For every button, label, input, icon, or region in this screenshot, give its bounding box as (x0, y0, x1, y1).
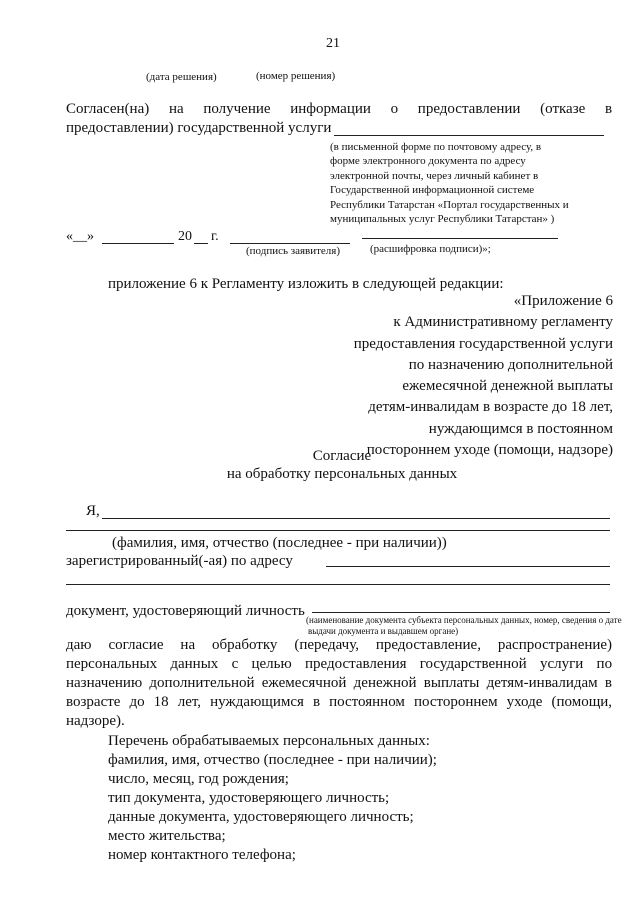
fio-line-2 (66, 530, 610, 531)
registered-label: зарегистрированный(-ая) по адресу (66, 553, 293, 569)
signature-line (230, 243, 350, 244)
decision-date-label: (дата решения) (146, 71, 217, 83)
list-item: данные документа, удостоверяющего личность; (108, 809, 414, 825)
i-label: Я, (86, 503, 100, 519)
year-line (194, 243, 208, 244)
year-prefix: 20 (178, 229, 192, 244)
service-form-line (334, 135, 604, 136)
consent-body-line2: персональных данных с целью предоставления государственной услуги по (66, 656, 613, 672)
data-list (108, 732, 437, 865)
fio-label: (фамилия, имя, отчество (последнее - при наличии)) (112, 535, 447, 551)
list-item: фамилия, имя, отчество (последнее - при наличии); (108, 752, 437, 768)
list-item: номер контактного телефона; (108, 847, 296, 863)
consent-receipt-line2: предоставлении) государственной услуги (66, 120, 332, 136)
year-suffix: г. (211, 229, 219, 244)
decoding-label: (расшифровка подписи)»; (370, 243, 491, 255)
consent-receipt-line1: Согласен(на) на получение информации о предоставлении (отказе в (66, 101, 613, 117)
consent-body-line1: даю согласие на обработку (передачу, предоставление, распространение) (66, 637, 613, 653)
consent-title: Согласие (312, 448, 372, 464)
consent-body-line5: надзоре). (66, 713, 125, 729)
signature-label: (подпись заявителя) (246, 245, 341, 257)
document-label: документ, удостоверяющий личность (66, 603, 305, 619)
consent-body-line4: возрасте до 18 лет, нуждающимся в постоянном постороннем уходе (помощи, (66, 694, 613, 710)
address-line-1 (326, 566, 610, 567)
decision-number-label: (номер решения) (256, 70, 336, 82)
appendix-header: «Приложение 6 к Административному регламенту предоставления государственной услуги по назначению дополнительной ежемесячной денежной выплаты детям-инвалидам в возрасте до 18 лет, нуждающимся в постоянном постороннем уходе (помощи, надзоре) (353, 293, 613, 459)
signature-decoding-line (362, 238, 558, 239)
address-line-2 (66, 584, 610, 585)
date-day-field: «__» (66, 229, 94, 244)
appendix-intro: приложение 6 к Регламенту изложить в следующей редакции: (108, 276, 504, 292)
service-form-note: (в письменной форме по почтовому адресу, в форме электронного документа по адресу электронной почты, через личный кабинет в Государственной информационной системе Республики Татарстан «Портал государственных и муниципальных услуг Республики Татарстан» ) (330, 141, 569, 226)
data-list-title: Перечень обрабатываемых персональных данных: (108, 733, 430, 749)
fio-line-1 (102, 518, 610, 519)
list-item: место жительства; (108, 828, 226, 844)
document-line (312, 612, 610, 613)
consent-body-line3: назначению дополнительной ежемесячной денежной выплаты детям-инвалидам в (66, 675, 612, 691)
list-item: тип документа, удостоверяющего личность; (108, 790, 390, 806)
date-month-line (102, 243, 174, 244)
consent-subtitle: на обработку персональных данных (226, 466, 458, 482)
list-item: число, месяц, год рождения; (108, 771, 289, 787)
page-number: 21 (326, 36, 340, 51)
document-note: (наименование документа субъекта персональных данных, номер, сведения о дате выдачи документа и выдавшем органе) (306, 615, 622, 636)
